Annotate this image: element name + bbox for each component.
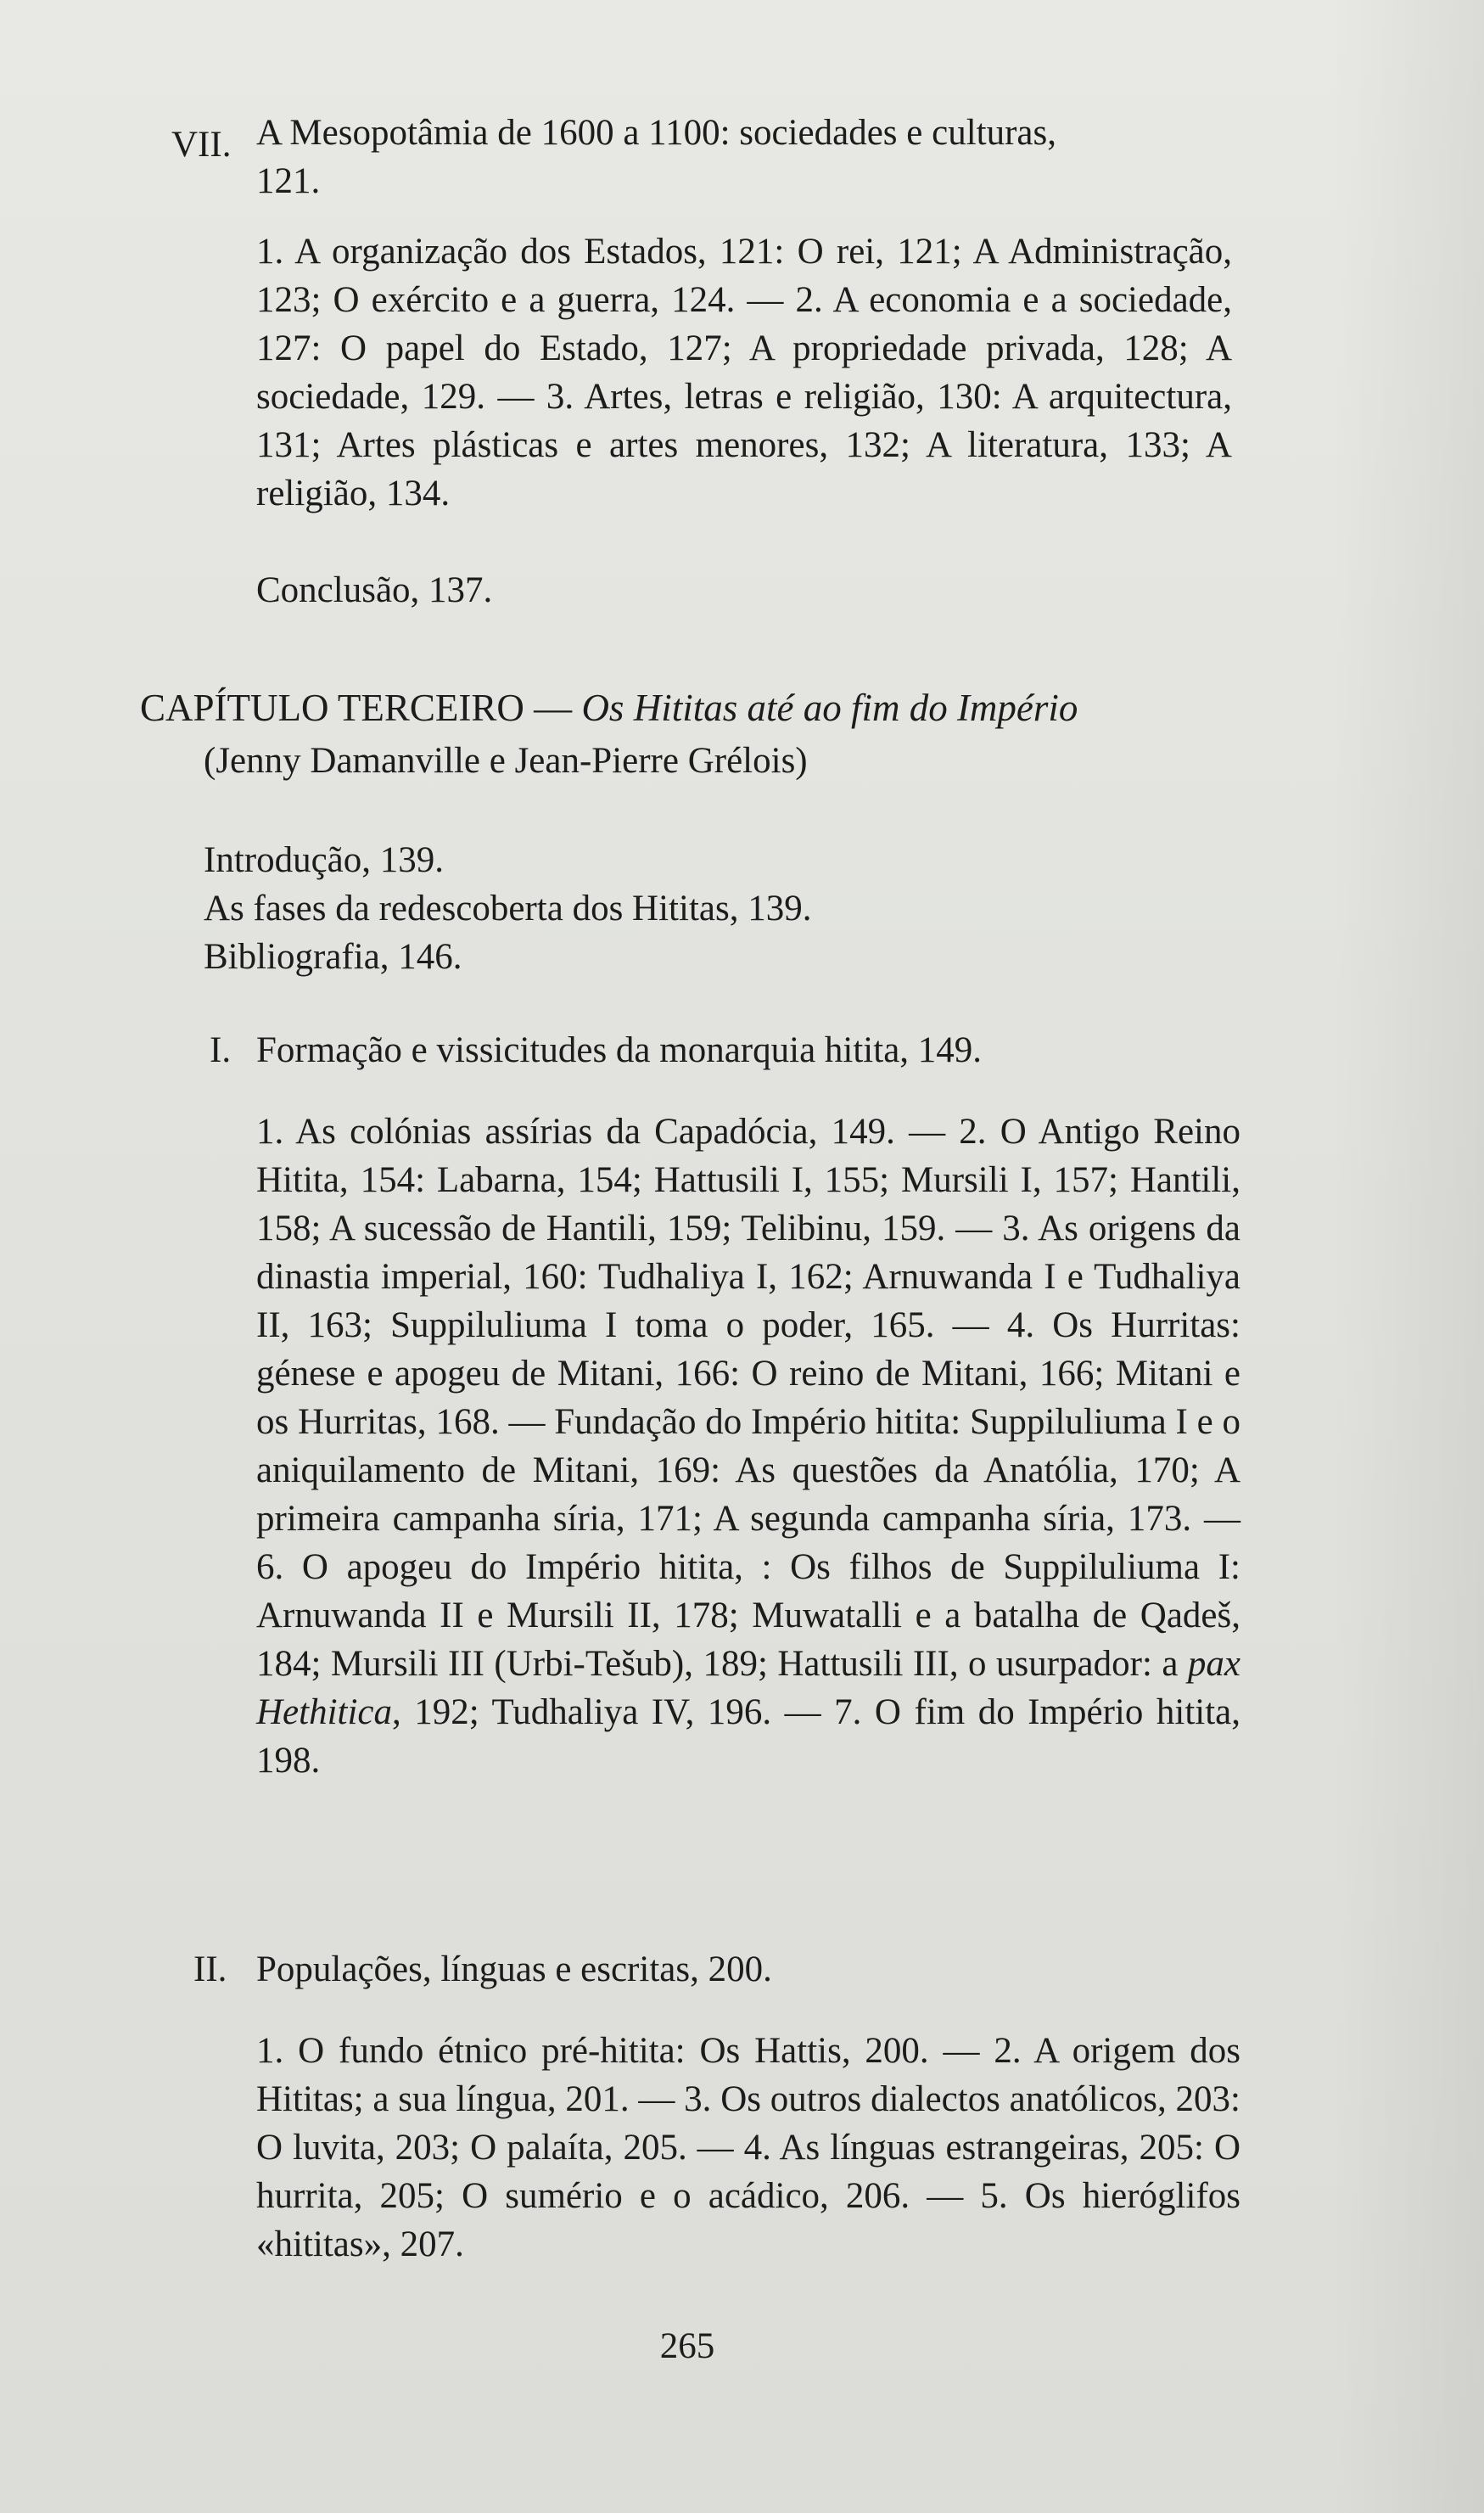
chapter-label: CAPÍTULO TERCEIRO —	[140, 687, 582, 729]
section-i-text: 1. As colónias assírias da Capadócia, 149. — 2. O Antigo Reino Hitita, 154: Labarna, 154; Hattusili I, 155; Mursili I, 157; Hantili, 158; A sucessão de Hantili, 159; Telibinu, 159. — 3. As origens da dinastia imperial, 160: Tudhaliya I, 162; Arnuwanda I e Tudhaliya II, 163; Suppiluliuma I toma o poder, 165. — 4. Os Hurritas: génese e apogeu de Mitani, 166: O reino de Mitani, 166; Mitani e os Hurritas, 168. — Fundação do Império hitita: Suppiluliuma I e o aniquilamento de Mitani, 169: As questões da Anatólia, 170; A primeira campanha síria, 171; A segunda campanha síria, 173. — 6. O apogeu do Império hitita, : Os filhos de Suppiluliuma I: Arnuwanda II e Mursili II, 178; Muwatalli e a batalha de Qadeš, 184; Mursili III (Urbi-Tešub), 189; Hattusili III, o usurpador: a	[256, 1112, 1240, 1684]
intro-line: Bibliografia, 146.	[204, 937, 462, 977]
chapter-intro-list	[204, 836, 811, 981]
section-i-title: Formação e vissicitudes da monarquia hitita, 149.	[256, 1030, 983, 1070]
page-number: 265	[659, 2326, 715, 2366]
section-vii-numeral: VII.	[171, 125, 232, 165]
section-i-italic-term: pax Hethitica	[256, 1644, 1240, 1732]
chapter-authors: (Jenny Damanville e Jean-Pierre Grélois)	[204, 741, 808, 781]
section-vii-conclusion: Conclusão, 137.	[256, 570, 493, 610]
page-shadow	[1331, 0, 1484, 2513]
section-vii-title-line2: 121.	[256, 161, 321, 201]
section-vii-title	[256, 109, 1240, 205]
section-ii-title: Populações, línguas e escritas, 200.	[256, 1949, 772, 1989]
intro-line: As fases da redescoberta dos Hititas, 139.	[204, 889, 812, 928]
section-i-text-end: , 192; Tudhaliya IV, 196. — 7. O fim do Império hitita, 198.	[256, 1692, 1240, 1781]
section-ii-paragraph: 1. O fundo étnico pré-hitita: Os Hattis, 200. — 2. A origem dos Hititas; a sua língua, 201. — 3. Os outros dialectos anatólicos, 203: O luvita, 203; O palaíta, 205. — 4. As línguas estrangeiras, 205: O hurrita, 205; O sumério e o acádico, 206. — 5. Os hieróglifos «hititas», 207.	[256, 2031, 1240, 2264]
section-vii-paragraph: 1. A organização dos Estados, 121: O rei, 121; A Administração, 123; O exército e a guerra, 124. — 2. A economia e a sociedade, 127: O papel do Estado, 127; A propriedade privada, 128; A sociedade, 129. — 3. Artes, letras e religião, 130: A arquitectura, 131; Artes plásticas e artes menores, 132; A literatura, 133; A religião, 134.	[256, 232, 1232, 513]
section-i-paragraph	[256, 1108, 1240, 1785]
chapter-heading	[140, 686, 1078, 730]
intro-line: Introdução, 139.	[204, 840, 445, 880]
section-ii-numeral: II.	[193, 1949, 227, 1989]
section-i-numeral: I.	[210, 1030, 232, 1070]
section-vii-title-line1: A Mesopotâmia de 1600 a 1100: sociedades e culturas,	[256, 113, 1056, 153]
chapter-title: Os Hititas até ao fim do Império	[581, 687, 1078, 729]
